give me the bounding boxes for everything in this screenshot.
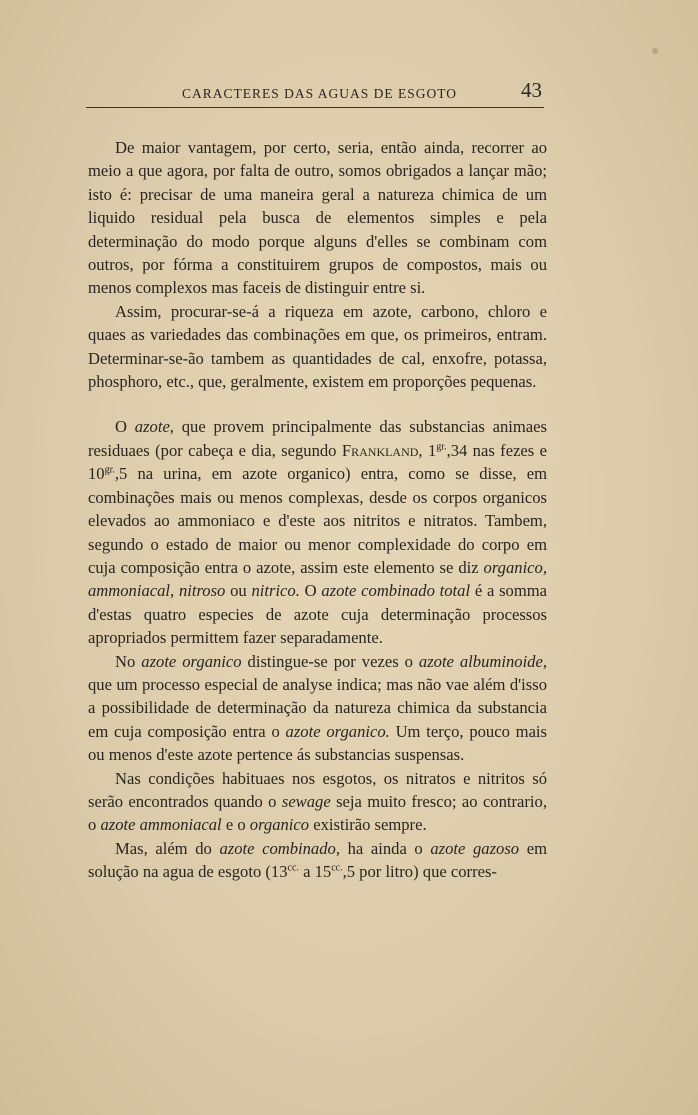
p5-italic: sewage [281, 791, 331, 811]
p5-text: Nas condições habituaes nos esgotos, os nitratos e nitritos só serão encontrados quando o [88, 768, 547, 811]
body-text [88, 136, 547, 884]
p4-text: distingue-se por vezes o [241, 651, 419, 671]
p6-italic: azote combinado, [219, 838, 340, 858]
superscript: cc. [287, 862, 299, 874]
paragraph-5 [88, 767, 547, 837]
paragraph-6 [88, 837, 547, 884]
page-number: 43 [521, 78, 542, 102]
paragraph-3 [88, 415, 547, 649]
p4-text: Um terço, pouco mais ou menos d'este azote pertence ás substancias suspensas. [88, 721, 548, 765]
p3-italic: azote combinado total [321, 581, 471, 601]
p3-text: ou [225, 581, 252, 601]
paper-stain [652, 48, 658, 54]
p4-text: No [115, 651, 142, 671]
p5-italic: organico [249, 815, 310, 835]
p3-text: ,5 na urina, em azote organico) entra, como se disse, em combinações mais ou menos complexas, desde os corpos organicos elevados ao ammoniaco e d'este aos nitritos e nitratos. Tambem, segundo o estado de maior ou menor complexidade do corpo em cuja composição entra o azote, assim este elemento se diz [88, 464, 547, 577]
p3-text: 1 [422, 440, 437, 460]
p5-text: existirão sempre. [309, 815, 427, 835]
p3-italic: nitrico. [251, 581, 300, 601]
p3-text: que provem principalmente das substancias animaes residuaes (por cabeça e dia, segundo [88, 417, 547, 460]
p3-italic: organico, ammoniacal, nitroso [88, 557, 547, 601]
p5-italic: azote ammoniacal [100, 815, 222, 835]
p6-text: a 15 [298, 862, 332, 882]
p6-text: ,5 por litro) que corres- [342, 862, 497, 882]
p4-text: que um processo especial de analyse indica; mas não vae além d'isso a possibilidade de determinação da natureza chimica da substancia em cuja composição entra o [88, 674, 547, 741]
p3-text: O [115, 417, 135, 437]
p4-italic: azote organico. [285, 721, 390, 741]
superscript: gr. [104, 464, 115, 476]
p6-text: em solução na agua de esgoto (13 [88, 838, 548, 882]
paragraph-1: De maior vantagem, por certo, seria, então ainda, recorrer ao meio a que agora, por falta de outro, somos obrigados a lançar mão; isto é: precisar de uma maneira geral a natureza chimica de um liquido residual pela busca de elementos simples e pela determinação do modo porque alguns d'elles se combinam com outros, por fórma a constituirem grupos de compostos, mais ou menos complexos mas faceis de distinguir entre si. [88, 138, 547, 298]
p3-text: é a somma d'estas quatro especies de azote cuja determinação processos apropriados permittem fazer separadamente. [88, 581, 548, 648]
p3-italic: azote, [134, 417, 174, 437]
p3-text: ,34 nas fezes e 10 [88, 440, 547, 484]
page-header [86, 76, 544, 108]
superscript: gr. [436, 441, 447, 453]
p5-text: seja muito fresco; ao contrario, o [88, 791, 547, 835]
p6-text: Mas, além do [115, 838, 220, 858]
p6-italic: azote gazoso [430, 838, 520, 858]
paragraph-2: Assim, procurar-se-á a riqueza em azote, carbono, chloro e quaes as variedades das combinações em que, os primeiros, entram. Determinar-se-ão tambem as quantidades de cal, enxofre, potassa, phosphoro, etc., que, geralmente, existem em proporções pequenas. [88, 301, 547, 392]
paragraph-4 [88, 650, 547, 767]
p3-text: O [299, 581, 322, 601]
p6-text: ha ainda o [339, 838, 431, 858]
p4-italic: azote albuminoide, [418, 651, 547, 671]
superscript: cc. [331, 862, 343, 874]
author-name: Frankland, [341, 440, 423, 460]
p4-italic: azote organico [141, 651, 242, 671]
running-title: CARACTERES DAS AGUAS DE ESGOTO [182, 86, 458, 101]
p5-text: e o [221, 815, 250, 835]
header-rule [86, 107, 544, 108]
